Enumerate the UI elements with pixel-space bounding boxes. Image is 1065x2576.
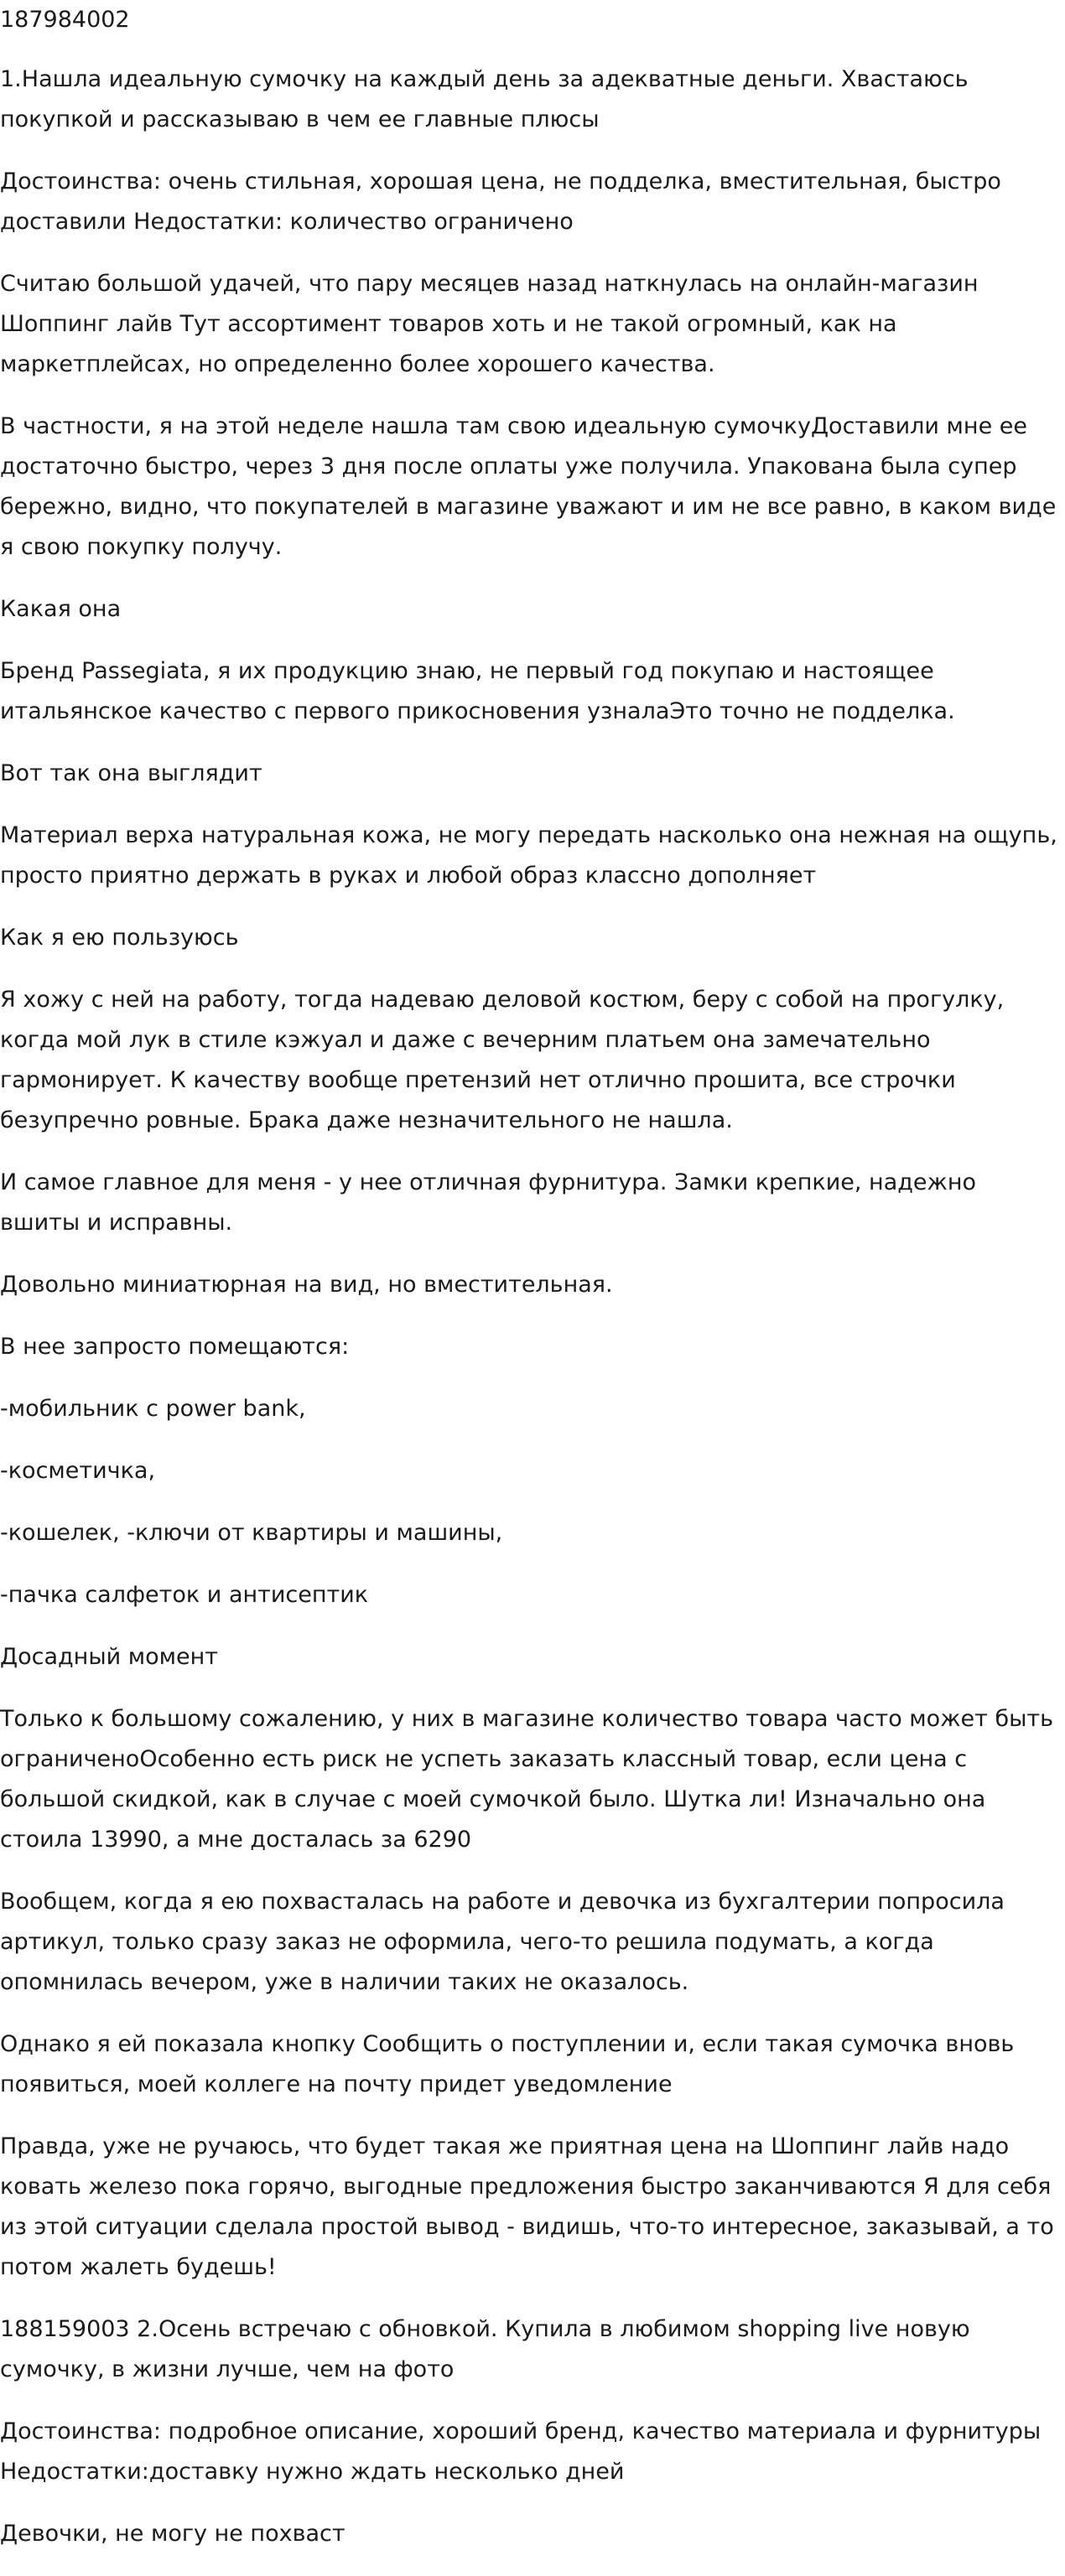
- paragraph: -пачка салфеток и антисептик: [0, 1582, 369, 1608]
- paragraph: -кошелек, -ключи от квартиры и машины,: [0, 1520, 503, 1546]
- paragraph: Достоинства: подробное описание, хороший бренд, качество материала и фурнитуры Недостатки:доставку нужно ждать несколько дней: [0, 2418, 1042, 2485]
- paragraph: Только к большому сожалению, у них в магазине количество товара часто может быть ограниченоОсобенно есть риск не успеть заказать классный товар, если цена с большой скидкой, как в случае с моей сумочкой было. Шутка ли! Изначально она стоила 13990, а мне досталась за 6290: [0, 1706, 1054, 1853]
- paragraph: Какая она: [0, 596, 122, 622]
- paragraph: -мобильник с power bank,: [0, 1396, 306, 1422]
- paragraph: Как я ею пользуюсь: [0, 925, 239, 951]
- paragraph: Досадный момент: [0, 1644, 219, 1670]
- paragraph: Правда, уже не ручаюсь, что будет такая же приятная цена на Шоппинг лайв надо ковать железо пока горячо, выгодные предложения быстро заканчиваются Я для себя из этой ситуации сделала простой вывод - видишь, что-то интересное, заказывай, а то потом жалеть будешь!: [0, 2133, 1054, 2280]
- paragraph: -косметичка,: [0, 1458, 156, 1484]
- paragraph: Довольно миниатюрная на вид, но вместительная.: [0, 1272, 613, 1298]
- paragraph: В нее запросто помещаются:: [0, 1334, 350, 1360]
- paragraph: Вот так она выглядит: [0, 760, 262, 786]
- paragraph: Девочки, не могу не похваст: [0, 2521, 345, 2547]
- paragraph: Материал верха натуральная кожа, не могу передать насколько она нежная на ощупь, просто приятно держать в руках и любой образ классно дополняет: [0, 822, 1057, 889]
- paragraph: Бренд Passegiata, я их продукцию знаю, не первый год покупаю и настоящее итальянское качество с первого прикосновения узналаЭто точно не подделка.: [0, 658, 955, 724]
- paragraph: И самое главное для меня - у нее отличная фурнитура. Замки крепкие, надежно вшиты и исправны.: [0, 1169, 977, 1236]
- paragraph: В частности, я на этой неделе нашла там свою идеальную сумочкуДоставили мне ее достаточно быстро, через 3 дня после оплаты уже получила. Упакована была супер бережно, видно, что покупателей в магазине уважают и им не все равно, в каком виде я свою покупку получу.: [0, 413, 1057, 560]
- document-id: 187984002: [0, 7, 130, 33]
- paragraph-list: [0, 60, 1061, 2554]
- paragraph: Вообщем, когда я ею похвасталась на работе и девочка из бухгалтерии попросила артикул, только сразу заказ не оформила, чего-то решила подумать, а когда опомнилась вечером, уже в наличии таких не оказалось.: [0, 1889, 1005, 1995]
- paragraph: 188159003 2.Осень встречаю с обновкой. Купила в любимом shopping live новую сумочку, в жизни лучше, чем на фото: [0, 2316, 970, 2382]
- paragraph: Я хожу с ней на работу, тогда надеваю деловой костюм, беру с собой на прогулку, когда мой лук в стиле кэжуал и даже с вечерним платьем она замечательно гармонирует. К качеству вообще претензий нет отлично прошита, все строчки безупречно ровные. Брака даже незначительного не нашла.: [0, 987, 1005, 1133]
- paragraph: 1.Нашла идеальную сумочку на каждый день за адекватные деньги. Хвастаюсь покупкой и рассказываю в чем ее главные плюсы: [0, 66, 969, 132]
- paragraph: Считаю большой удачей, что пару месяцев назад наткнулась на онлайн-магазин Шоппинг лайв Тут ассортимент товаров хоть и не такой огромный, как на маркетплейсах, но определенно более хорошего качества.: [0, 271, 979, 377]
- paragraph: Однако я ей показала кнопку Сообщить о поступлении и, если такая сумочка вновь появиться, моей коллеге на почту придет уведомление: [0, 2031, 1015, 2097]
- paragraph: Достоинства: очень стильная, хорошая цена, не подделка, вместительная, быстро доставили Недостатки: количество ограничено: [0, 168, 1001, 235]
